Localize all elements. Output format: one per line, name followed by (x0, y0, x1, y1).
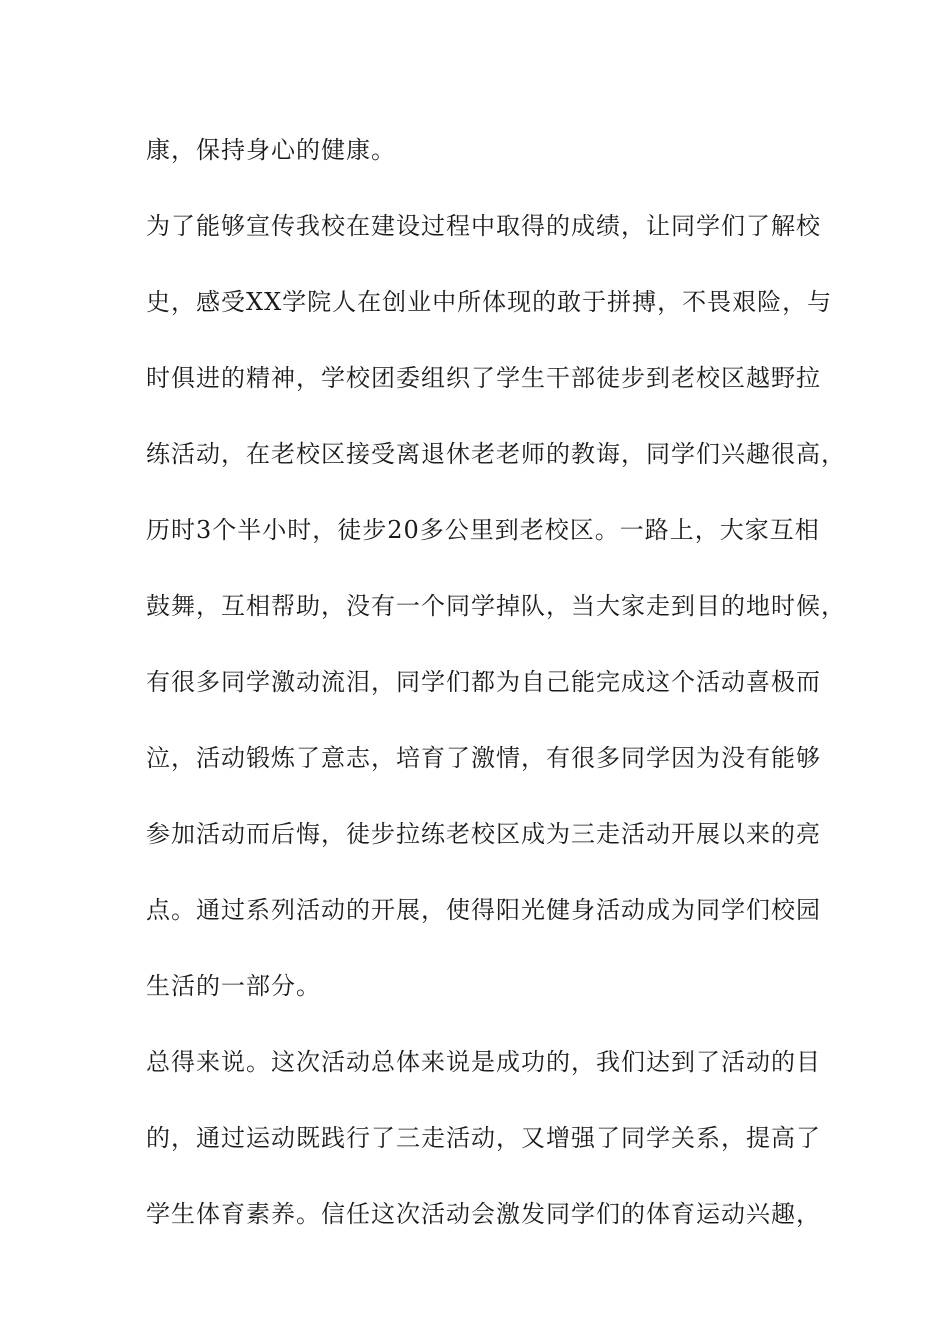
text-line-12: 生活的一部分。 (146, 972, 321, 1000)
text-line-10: 参加活动而后悔，徒步拉练老校区成为三走活动开展以来的亮 (146, 820, 821, 848)
text-line-11: 点。通过系列活动的开展，使得阳光健身活动成为同学们校园 (146, 896, 821, 924)
text-line-1: 康，保持身心的健康。 (146, 136, 396, 164)
text-line-3: 史，感受XX学院人在创业中所体现的敢于拼搏，不畏艰险，与 (146, 288, 833, 316)
text-line-8: 有很多同学激动流泪，同学们都为自己能完成这个活动喜极而 (146, 668, 821, 696)
text-line-6: 历时3个半小时，徒步20多公里到老校区。一路上，大家互相 (146, 516, 820, 544)
text-line-7: 鼓舞，互相帮助，没有一个同学掉队，当大家走到目的地时候， (146, 592, 846, 620)
text-line-9: 泣，活动锻炼了意志，培育了激情，有很多同学因为没有能够 (146, 744, 821, 772)
text-line-5: 练活动，在老校区接受离退休老老师的教诲，同学们兴趣很高， (146, 440, 846, 468)
text-line-4: 时俱进的精神，学校团委组织了学生干部徒步到老校区越野拉 (146, 364, 821, 392)
text-line-2: 为了能够宣传我校在建设过程中取得的成绩，让同学们了解校 (146, 212, 821, 240)
text-line-15: 学生体育素养。信任这次活动会激发同学们的体育运动兴趣， (146, 1200, 821, 1228)
text-line-13: 总得来说。这次活动总体来说是成功的，我们达到了活动的目 (146, 1048, 821, 1076)
text-line-14: 的，通过运动既践行了三走活动，又增强了同学关系，提高了 (146, 1124, 821, 1152)
